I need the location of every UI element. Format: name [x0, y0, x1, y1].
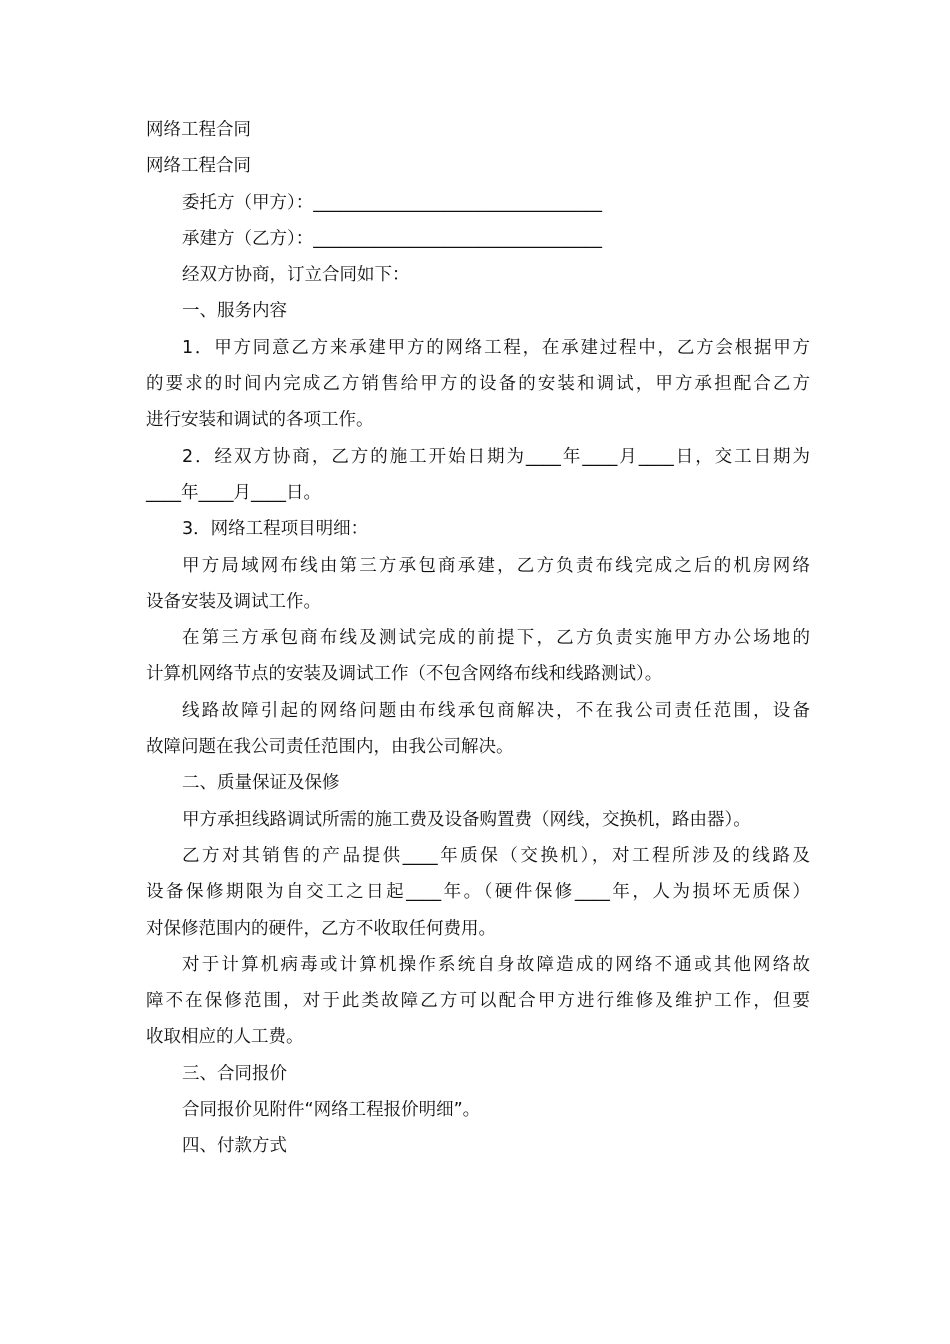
section-2-title: 二、质量保证及保修: [182, 773, 340, 794]
paragraph-line: 在第三方承包商布线及测试完成的前提下，乙方负责实施甲方办公场地的: [182, 628, 810, 649]
paragraph-line: 甲方承担线路调试所需的施工费及设备购置费（网线，交换机，路由器）。: [182, 809, 751, 830]
paragraph-line: 进行安装和调试的各项工作。: [146, 410, 374, 431]
paragraph-line: 甲方局域网布线由第三方承包商承建，乙方负责布线完成之后的机房网络: [182, 555, 810, 576]
paragraph-line: 计算机网络节点的安装及调试工作（不包含网络布线和线路测试）。: [146, 664, 663, 685]
paragraph-line: 故障问题在我公司责任范围内，由我公司解决。: [146, 737, 514, 758]
paragraph-line: 收取相应的人工费。: [146, 1027, 304, 1048]
paragraph-line: ____年____月____日。: [146, 482, 321, 503]
paragraph-line: 1．甲方同意乙方来承建甲方的网络工程，在承建过程中，乙方会根据甲方: [182, 337, 810, 358]
paragraph-line: 障不在保修范围，对于此类故障乙方可以配合甲方进行维修及维护工作，但要: [146, 991, 810, 1012]
paragraph-line: 对保修范围内的硬件，乙方不收取任何费用。: [146, 918, 496, 939]
intro-text: 经双方协商，订立合同如下：: [182, 265, 410, 286]
section-1-title: 一、服务内容: [182, 301, 287, 322]
section-4-title: 四、付款方式: [182, 1136, 287, 1157]
document-body: [146, 112, 810, 1165]
paragraph-line: 合同报价见附件“网络工程报价明细”。: [182, 1100, 481, 1121]
paragraph-line: 对于计算机病毒或计算机操作系统自身故障造成的网络不通或其他网络故: [182, 954, 810, 975]
party-b-line: 承建方（乙方）：_________________________________: [182, 228, 602, 249]
paragraph-line: 的要求的时间内完成乙方销售给甲方的设备的安装和调试，甲方承担配合乙方: [146, 374, 810, 395]
contract-heading: 网络工程合同: [146, 156, 251, 177]
paragraph-line: 设备保修期限为自交工之日起____年。（硬件保修____年，人为损坏无质保）: [146, 882, 810, 903]
paragraph-line: 2．经双方协商，乙方的施工开始日期为____年____月____日，交工日期为: [182, 446, 810, 467]
paragraph-line: 线路故障引起的网络问题由布线承包商解决，不在我公司责任范围，设备: [182, 700, 810, 721]
section-3-title: 三、合同报价: [182, 1063, 287, 1084]
document-title: 网络工程合同: [146, 120, 251, 140]
party-a-line: 委托方（甲方）：_________________________________: [182, 192, 602, 213]
paragraph-line: 设备安装及调试工作。: [146, 591, 321, 612]
paragraph-line: 3．网络工程项目明细：: [182, 519, 369, 540]
paragraph-line: 乙方对其销售的产品提供____年质保（交换机），对工程所涉及的线路及: [182, 845, 810, 866]
